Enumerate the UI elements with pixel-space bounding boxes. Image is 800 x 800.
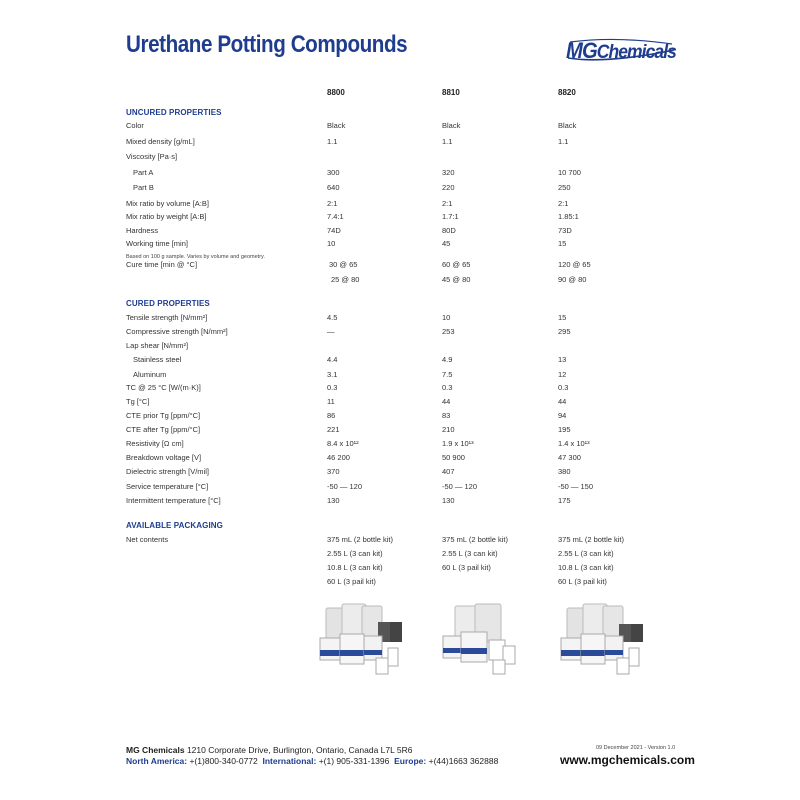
footer-eu-label: Europe: bbox=[394, 756, 427, 766]
cell-8810: 1.9 x 10¹³ bbox=[442, 439, 474, 448]
footer-eu-phone: +(44)1663 362888 bbox=[428, 756, 499, 766]
table-row bbox=[0, 577, 800, 589]
cell-8820: 295 bbox=[558, 327, 571, 336]
cell-8820: 10 700 bbox=[558, 168, 581, 177]
cell-8810: Black bbox=[442, 121, 461, 130]
cell-8820: 195 bbox=[558, 425, 571, 434]
cell-8820: 2.55 L (3 can kit) bbox=[558, 549, 614, 558]
cell-8820: 12 bbox=[558, 370, 567, 379]
product-image-8800 bbox=[316, 600, 416, 680]
row-label: Aluminum bbox=[133, 370, 167, 379]
table-row bbox=[0, 152, 800, 164]
footer-intl-label: International: bbox=[262, 756, 317, 766]
cell-8810: 60 L (3 pail kit) bbox=[442, 563, 491, 572]
cell-8820: 15 bbox=[558, 313, 567, 322]
column-header-8820: 8820 bbox=[558, 88, 576, 97]
table-row bbox=[0, 563, 800, 575]
cell-8800: 86 bbox=[327, 411, 336, 420]
logo-name: Chemicals bbox=[596, 42, 676, 63]
cell-8800: 3.1 bbox=[327, 370, 338, 379]
cell-8800: Black bbox=[327, 121, 346, 130]
cell-8820: 380 bbox=[558, 467, 571, 476]
row-label: Lap shear [N/mm²] bbox=[126, 341, 189, 350]
footer-date: 09 December 2021 - Version 1.0 bbox=[596, 745, 676, 751]
table-row bbox=[0, 439, 800, 451]
cell-8810: 320 bbox=[442, 168, 455, 177]
row-label: Net contents bbox=[126, 535, 169, 544]
cell-8800: 375 mL (2 bottle kit) bbox=[327, 535, 394, 544]
cell-8800: 221 bbox=[327, 425, 340, 434]
cell-8810: 2.55 L (3 can kit) bbox=[442, 549, 498, 558]
cell-8800: 640 bbox=[327, 183, 340, 192]
cell-8810: 60 @ 65 bbox=[442, 260, 471, 269]
table-row bbox=[0, 327, 800, 339]
row-label: Service temperature [°C] bbox=[126, 482, 209, 491]
cell-8820: 47 300 bbox=[558, 453, 581, 462]
cell-8820: Black bbox=[558, 121, 577, 130]
cell-8810: 375 mL (2 bottle kit) bbox=[442, 535, 509, 544]
cell-8800: 10 bbox=[327, 239, 336, 248]
table-row bbox=[0, 549, 800, 561]
table-row bbox=[0, 411, 800, 423]
cell-8800: 11 bbox=[327, 397, 335, 406]
table-row bbox=[0, 275, 800, 287]
column-header-8800: 8800 bbox=[327, 88, 345, 97]
cell-8800: 2.55 L (3 can kit) bbox=[327, 549, 383, 558]
cell-8810: 407 bbox=[442, 467, 455, 476]
cell-8820: 175 bbox=[558, 496, 571, 505]
row-label: Mix ratio by volume [A:B] bbox=[126, 199, 209, 208]
footer-intl-phone: +(1) 905-331-1396 bbox=[318, 756, 390, 766]
cell-8820: 0.3 bbox=[558, 383, 569, 392]
table-row bbox=[0, 313, 800, 325]
cell-8800: 8.4 x 10¹² bbox=[327, 439, 359, 448]
row-label: Compressive strength [N/mm²] bbox=[126, 327, 228, 336]
cell-8810: 45 @ 80 bbox=[442, 275, 471, 284]
cell-8820: 250 bbox=[558, 183, 571, 192]
cell-8820: -50 — 150 bbox=[558, 482, 594, 491]
cell-8800: 370 bbox=[327, 467, 340, 476]
footer-website-link[interactable]: www.mgchemicals.com bbox=[560, 753, 695, 767]
footer-address-text: 1210 Corporate Drive, Burlington, Ontario, Canada L7L 5R6 bbox=[186, 745, 413, 755]
cell-8810: 0.3 bbox=[442, 383, 453, 392]
row-label: Viscosity [Pa·s] bbox=[126, 152, 178, 161]
section-cured-properties: CURED PROPERTIES bbox=[126, 299, 210, 308]
cell-8810: 80D bbox=[442, 226, 456, 235]
cell-8820: 15 bbox=[558, 239, 567, 248]
cell-8810: 44 bbox=[442, 397, 451, 406]
cell-8800: 46 200 bbox=[327, 453, 350, 462]
table-row bbox=[0, 212, 800, 224]
logo-mg: MG bbox=[566, 38, 597, 63]
cell-8810: 1.7:1 bbox=[442, 212, 459, 221]
cell-8800: 0.3 bbox=[327, 383, 338, 392]
table-row bbox=[0, 383, 800, 395]
column-header-8810: 8810 bbox=[442, 88, 460, 97]
cell-8800: 130 bbox=[327, 496, 340, 505]
cell-8800: 25 @ 80 bbox=[331, 275, 360, 284]
footer-phones bbox=[126, 756, 498, 766]
row-label: TC @ 25 °C [W/(m·K)] bbox=[126, 383, 201, 392]
cell-8820: 10.8 L (3 can kit) bbox=[558, 563, 614, 572]
cell-8820: 120 @ 65 bbox=[558, 260, 591, 269]
page-title: Urethane Potting Compounds bbox=[126, 31, 408, 58]
table-row bbox=[0, 370, 800, 382]
table-row bbox=[0, 425, 800, 437]
row-label: Resistivity [Ω cm] bbox=[126, 439, 184, 448]
section-uncured-properties: UNCURED PROPERTIES bbox=[126, 108, 222, 117]
table-row bbox=[0, 453, 800, 465]
cell-8800: 74D bbox=[327, 226, 341, 235]
cell-8810: 45 bbox=[442, 239, 451, 248]
table-row bbox=[0, 183, 800, 195]
row-label: Working time [min] bbox=[126, 239, 188, 248]
cell-8800: — bbox=[327, 327, 335, 336]
row-label: Tg [°C] bbox=[126, 397, 150, 406]
footer-company: MG Chemicals bbox=[126, 745, 185, 755]
cell-8800: 1.1 bbox=[327, 137, 338, 146]
table-row bbox=[0, 341, 800, 353]
section-available-packaging: AVAILABLE PACKAGING bbox=[126, 521, 224, 530]
cell-8820: 90 @ 80 bbox=[558, 275, 587, 284]
product-image-8810 bbox=[437, 600, 537, 680]
row-label: CTE after Tg [ppm/°C] bbox=[126, 425, 201, 434]
cell-8810: 130 bbox=[442, 496, 455, 505]
footer-na-label: North America: bbox=[126, 756, 188, 766]
cell-8810: 2:1 bbox=[442, 199, 453, 208]
cell-8810: -50 — 120 bbox=[442, 482, 478, 491]
table-row bbox=[0, 260, 800, 272]
table-row bbox=[0, 137, 800, 149]
cell-8820: 1.85:1 bbox=[558, 212, 579, 221]
cell-8800: 7.4:1 bbox=[327, 212, 344, 221]
cell-8820: 60 L (3 pail kit) bbox=[558, 577, 607, 586]
row-label: Breakdown voltage [V] bbox=[126, 453, 202, 462]
row-label: Mixed density [g/mL] bbox=[126, 137, 195, 146]
cell-8820: 1.1 bbox=[558, 137, 569, 146]
product-image-8820 bbox=[555, 600, 655, 680]
table-row bbox=[0, 482, 800, 494]
cell-8800: 10.8 L (3 can kit) bbox=[327, 563, 383, 572]
table-row bbox=[0, 168, 800, 180]
cell-8810: 7.5 bbox=[442, 370, 453, 379]
cell-8800: 4.4 bbox=[327, 355, 338, 364]
cell-8800: 300 bbox=[327, 168, 340, 177]
cell-8810: 220 bbox=[442, 183, 455, 192]
cell-8810: 210 bbox=[442, 425, 455, 434]
row-label: Intermittent temperature [°C] bbox=[126, 496, 221, 505]
cell-8820: 73D bbox=[558, 226, 572, 235]
cell-8800: 60 L (3 pail kit) bbox=[327, 577, 376, 586]
row-label: Part A bbox=[133, 168, 154, 177]
working-time-note: Based on 100 g sample. Varies by volume and geometry. bbox=[126, 254, 265, 260]
cell-8820: 375 mL (2 bottle kit) bbox=[558, 535, 625, 544]
cell-8800: 4.5 bbox=[327, 313, 338, 322]
row-label: Mix ratio by weight [A:B] bbox=[126, 212, 207, 221]
table-row bbox=[0, 467, 800, 479]
row-label: Color bbox=[126, 121, 144, 130]
row-label: Stainless steel bbox=[133, 355, 182, 364]
cell-8800: 2:1 bbox=[327, 199, 338, 208]
row-label: Tensile strength [N/mm²] bbox=[126, 313, 208, 322]
table-row bbox=[0, 199, 800, 211]
row-label: Hardness bbox=[126, 226, 159, 235]
cell-8820: 94 bbox=[558, 411, 567, 420]
table-row bbox=[0, 535, 800, 547]
row-label: Cure time [min @ °C] bbox=[126, 260, 198, 269]
row-label: Dielectric strength [V/mil] bbox=[126, 467, 209, 476]
cell-8820: 2:1 bbox=[558, 199, 569, 208]
row-label: CTE prior Tg [ppm/°C] bbox=[126, 411, 201, 420]
cell-8810: 10 bbox=[442, 313, 451, 322]
cell-8820: 13 bbox=[558, 355, 567, 364]
cell-8820: 44 bbox=[558, 397, 567, 406]
mg-chemicals-logo bbox=[566, 36, 676, 64]
footer-address bbox=[126, 745, 413, 755]
table-row bbox=[0, 226, 800, 238]
table-row bbox=[0, 121, 800, 133]
table-row bbox=[0, 355, 800, 367]
cell-8810: 50 900 bbox=[442, 453, 465, 462]
footer-na-phone: +(1)800-340-0772 bbox=[189, 756, 258, 766]
table-row bbox=[0, 397, 800, 409]
cell-8810: 1.1 bbox=[442, 137, 453, 146]
cell-8810: 253 bbox=[442, 327, 455, 336]
cell-8800: 30 @ 65 bbox=[329, 260, 358, 269]
cell-8820: 1.4 x 10¹³ bbox=[558, 439, 590, 448]
cell-8800: -50 — 120 bbox=[327, 482, 363, 491]
row-label: Part B bbox=[133, 183, 154, 192]
cell-8810: 4.9 bbox=[442, 355, 453, 364]
table-row bbox=[0, 496, 800, 508]
cell-8810: 83 bbox=[442, 411, 451, 420]
table-row bbox=[0, 239, 800, 251]
